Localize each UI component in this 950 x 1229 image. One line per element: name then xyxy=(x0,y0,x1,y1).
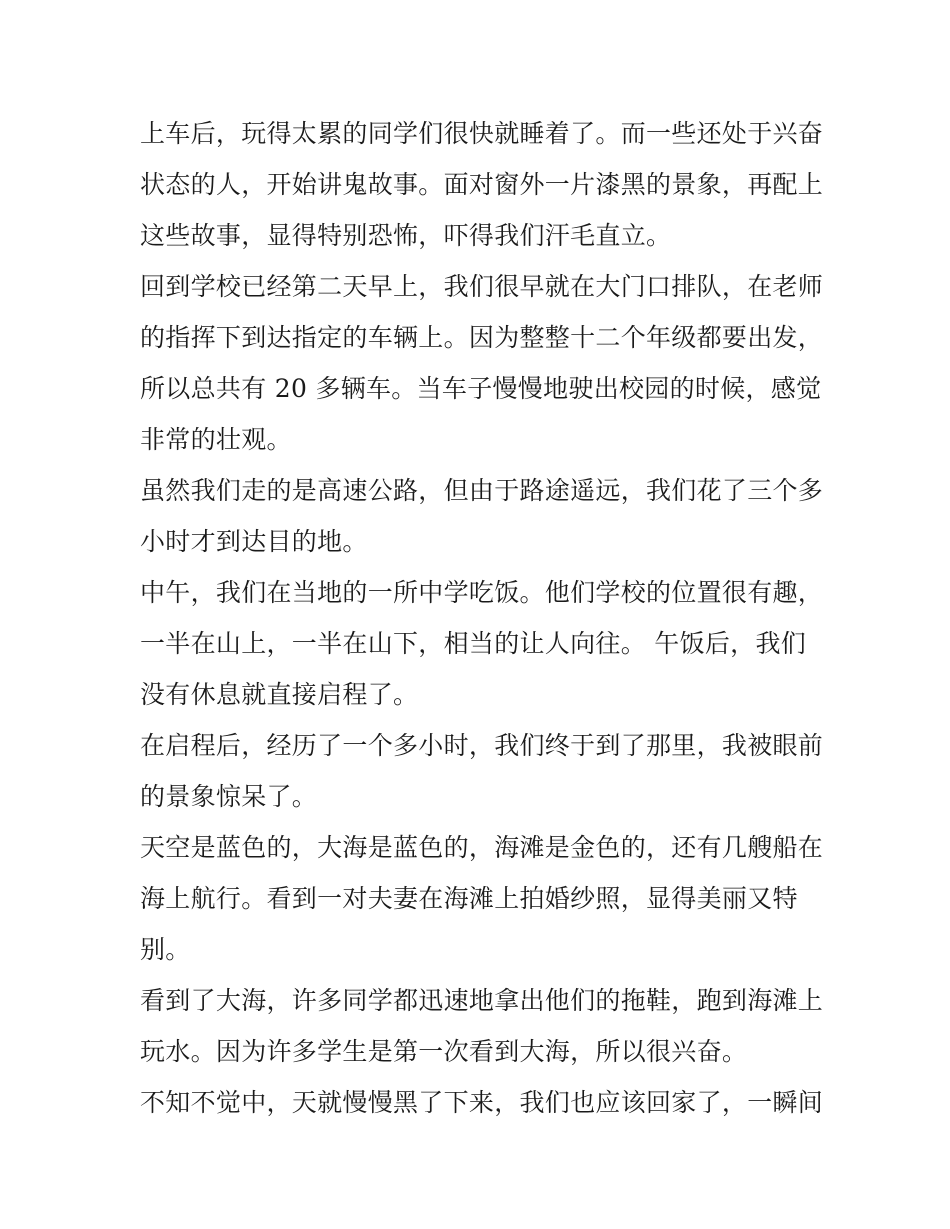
text-line: 一半在山上，一半在山下，相当的让人向往。 午饭后，我们 xyxy=(140,629,807,658)
text-line: 别。 xyxy=(140,935,191,964)
text-line: 这些故事，显得特别恐怖，吓得我们汗毛直立。 xyxy=(140,221,672,250)
text-line: 回到学校已经第二天早上，我们很早就在大门口排队，在老师 xyxy=(140,272,824,301)
document-body xyxy=(140,108,824,1128)
text-line: 状态的人，开始讲鬼故事。面对窗外一片漆黑的景象，再配上 xyxy=(140,170,824,199)
text-line: 所以总共有 20 多辆车。当车子慢慢地驶出校园的时候，感觉 xyxy=(140,374,822,403)
text-line: 天空是蓝色的，大海是蓝色的，海滩是金色的，还有几艘船在 xyxy=(140,833,824,862)
text-line: 非常的壮观。 xyxy=(140,425,292,454)
text-line: 看到了大海，许多同学都迅速地拿出他们的拖鞋，跑到海滩上 xyxy=(140,986,824,1015)
text-line: 中午，我们在当地的一所中学吃饭。他们学校的位置很有趣， xyxy=(140,578,824,607)
text-line: 的指挥下到达指定的车辆上。因为整整十二个年级都要出发， xyxy=(140,323,824,352)
text-line: 的景象惊呆了。 xyxy=(140,782,318,811)
text-line: 海上航行。看到一对夫妻在海滩上拍婚纱照，显得美丽又特 xyxy=(140,884,798,913)
text-line: 虽然我们走的是高速公路，但由于路途遥远，我们花了三个多 xyxy=(140,476,824,505)
text-line: 小时才到达目的地。 xyxy=(140,527,368,556)
text-line: 在启程后，经历了一个多小时，我们终于到了那里，我被眼前 xyxy=(140,731,824,760)
text-line: 玩水。因为许多学生是第一次看到大海，所以很兴奋。 xyxy=(140,1037,748,1066)
text-line: 没有休息就直接启程了。 xyxy=(140,680,419,709)
text-line: 不知不觉中，天就慢慢黑了下来，我们也应该回家了，一瞬间 xyxy=(140,1088,824,1117)
text-line: 上车后，玩得太累的同学们很快就睡着了。而一些还处于兴奋 xyxy=(140,119,824,148)
